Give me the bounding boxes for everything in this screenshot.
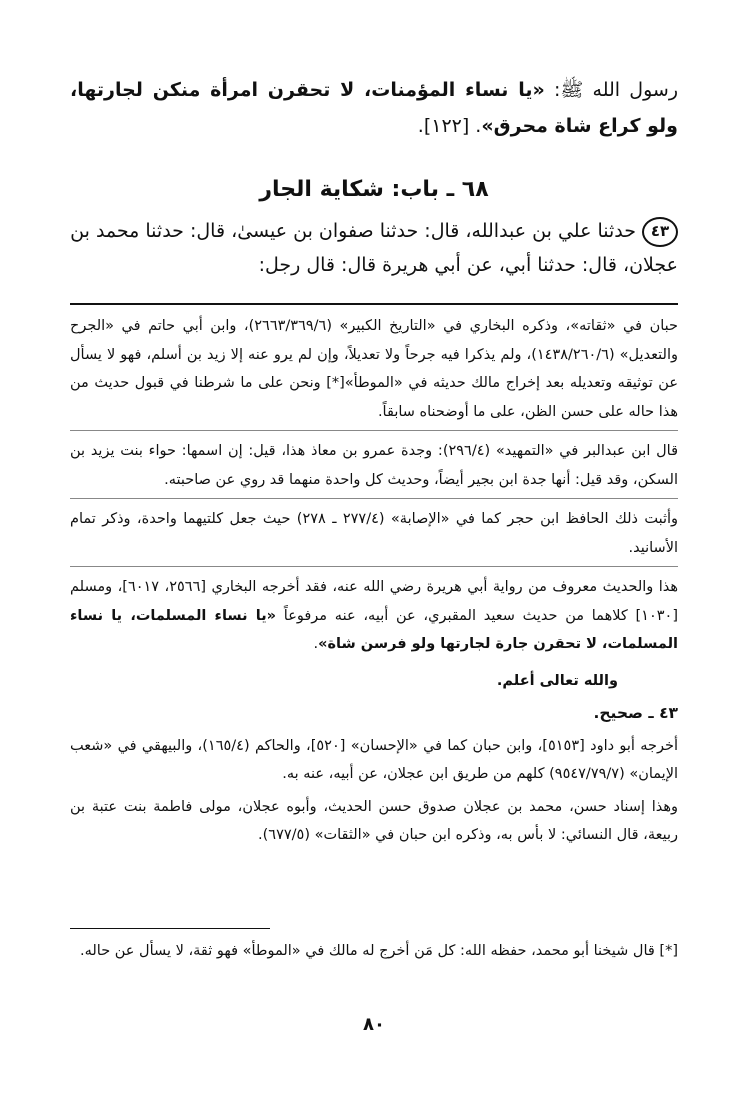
- footnote-divider: [70, 928, 270, 929]
- grading-line-1: أخرجه أبو داود [٥١٥٣]، وابن حبان كما في «الإحسان» [٥٢٠]، والحاكم (١٦٥/٤)، والبيهقي في «شعب الإيمان» (٩٥٤٧/٧٩/٧) كلهم من طريق ابن عجلان، عن أبيه، عنه به.: [70, 737, 678, 782]
- main-divider: [70, 303, 678, 305]
- footnote: [*] قال شيخنا أبو محمد، حفظه الله: كل مَن أخرج له مالك في «الموطأ» فهو ثقة، لا يسأل عن حاله.: [79, 943, 678, 959]
- note-4-text: هذا والحديث معروف من رواية أبي هريرة رضي الله عنه، فقد أخرجه البخاري [٢٥٦٦، ٦٠١٧]، ومسلم [١٠٣٠] كلاهما من حديث سعيد المقبري، عن أبيه، عنه مرفوعاً: [70, 579, 679, 624]
- hadith-text-block: [70, 214, 678, 282]
- note-paragraph-3: وأثبت ذلك الحافظ ابن حجر كما في «الإصابة» (٢٧٧/٤ ـ ٢٧٨) حيث جعل كلتيهما واحدة، وذكر تمام الأسانيد.: [70, 511, 679, 556]
- top-ref: . [١٢٢].: [417, 115, 482, 137]
- grading-title: ٤٣ ـ صحيح.: [593, 704, 678, 722]
- book-page: [70, 0, 678, 1102]
- chapter-heading: ٦٨ ـ باب: شكاية الجار: [259, 177, 489, 202]
- top-paragraph: [70, 72, 678, 144]
- note-4-end: .: [313, 636, 319, 652]
- note-paragraph-2: قال ابن عبدالبر في «التمهيد» (٢٩٦/٤): وجدة عمرو بن معاذ هذا، قيل: إن اسمها: حواء بنت يزيد بن السكن، وقد قيل: أنها جدة ابن بجير أيضاً، وحديث كل واحدة منهما قد روي عن صاحبته.: [70, 443, 678, 488]
- allah-alam-line: والله تعالى أعلم.: [496, 672, 618, 689]
- note-divider-1: [70, 430, 678, 431]
- note-paragraph-1: حبان في «ثقاته»، وذكره البخاري في «التاريخ الكبير» (٢٦٦٣/٣٦٩/٦)، وابن أبي حاتم في «الجرح والتعديل» (١٤٣٨/٢٦٠/٦)، ولم يذكرا فيه جرحاً ولا تعديلاً، وإن لم يرو عنه إلا زيد بن أسلم، فهو لا يسأل عن توثيقه وتعديله بعد إخراج مالك حديثه في «الموطأ»[*] ونحن على ما شرطنا في قبول حديث من هذا حاله على حسن الظن، على ما أوضحناه سابقاً.: [70, 318, 679, 420]
- top-quote: «يا نساء المؤمنات، لا تحقرن امرأة منكن لجارتها، ولو كراع شاة محرق»: [70, 79, 678, 137]
- hadith-text: حدثنا علي بن عبدالله، قال: حدثنا صفوان بن عيسىٰ، قال: حدثنا محمد بن عجلان، قال: حدثنا أبي، عن أبي هريرة قال: قال رجل:: [70, 220, 678, 276]
- notes-section: [70, 312, 678, 854]
- page-number: ٨٠: [363, 1014, 385, 1035]
- top-intro: رسول الله ﷺ:: [544, 79, 679, 101]
- note-divider-2: [70, 498, 678, 499]
- note-divider-3: [70, 566, 678, 567]
- note-paragraph-4: [70, 573, 678, 659]
- hadith-number-badge: ٤٣: [642, 217, 678, 247]
- grading-line-2: وهذا إسناد حسن، محمد بن عجلان صدوق حسن الحديث، وأبوه عجلان، مولى فاطمة بنت عتبة بن ربيعة، قال النسائي: لا بأس به، وذكره ابن حبان في «الثقات» (٦٧٧/٥).: [70, 798, 678, 843]
- note-4-quote: «يا نساء المسلمات، يا نساء المسلمات، لا تحقرن جارة لجارتها ولو فرسن شاة»: [70, 607, 678, 652]
